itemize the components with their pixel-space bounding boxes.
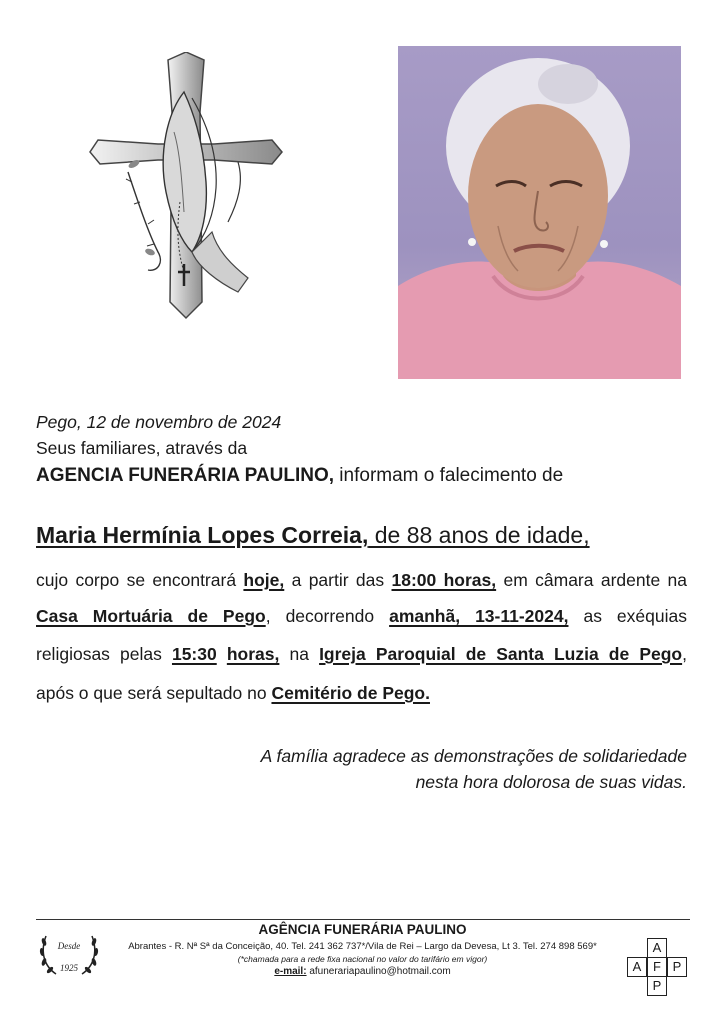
text: decorrendo: [285, 606, 375, 626]
date-emphasis: amanhã, 13-11-2024,: [389, 606, 569, 626]
email-address[interactable]: afunerariapaulino@hotmail.com: [306, 966, 451, 977]
deceased-portrait: [398, 46, 681, 379]
paragraph-line-3: [36, 644, 687, 665]
text: as exéquias: [583, 606, 687, 626]
family-line: Seus familiares, através da: [36, 438, 248, 458]
deceased-line: [36, 522, 590, 549]
text: ,: [682, 644, 687, 664]
agency-name: AGENCIA FUNERÁRIA PAULINO,: [36, 465, 335, 486]
today-emphasis: hoje,: [243, 570, 285, 590]
logo-letter: F: [647, 957, 667, 977]
text: em câmara ardente na: [503, 570, 687, 590]
email-label: e-mail:: [274, 966, 307, 977]
text: cujo corpo se encontrará: [36, 570, 237, 590]
paragraph-line-4: [36, 683, 687, 704]
logo-letter: P: [647, 976, 667, 996]
paragraph-line-2: [36, 606, 687, 627]
agency-rest: informam o falecimento de: [334, 465, 564, 486]
church-emphasis: Igreja Paroquial de Santa Luzia de Pego: [319, 644, 683, 664]
cross-praying-hands-icon: [88, 52, 284, 320]
text: ,: [265, 606, 271, 626]
portrait-image: [398, 46, 681, 379]
deceased-name: Maria Hermínia Lopes Correia,: [36, 522, 369, 548]
logo-letter: A: [627, 957, 647, 977]
footer-email-line: [0, 966, 725, 977]
time-emphasis: 18:00 horas,: [391, 570, 497, 590]
venue-emphasis: Casa Mortuária de Pego: [36, 606, 266, 626]
text: após o que será sepultado no: [36, 683, 267, 703]
seal-year-text: 1925: [60, 963, 78, 973]
footer-divider: [36, 919, 690, 920]
ceremony-time-emphasis: 15:30: [171, 644, 217, 664]
agency-line: [36, 465, 563, 487]
thanks-line-2: nesta hora dolorosa de suas vidas.: [415, 772, 687, 792]
afp-cross-logo-icon: [626, 938, 688, 996]
footer-note: (*chamada para a rede fixa nacional no valor do tarifário em vigor): [237, 954, 488, 964]
text: a partir das: [291, 570, 385, 590]
logo-letter: P: [667, 957, 687, 977]
cemetery-emphasis: Cemitério de Pego.: [271, 683, 430, 703]
notice-date: Pego, 12 de novembro de 2024: [36, 412, 282, 432]
footer-title: AGÊNCIA FUNERÁRIA PAULINO: [258, 922, 467, 937]
text: religiosas pelas: [36, 644, 162, 664]
logo-letter: A: [647, 938, 667, 958]
thanks-line-1: A família agradece as demonstrações de solidariedade: [260, 746, 687, 766]
footer-address: Abrantes - R. Nª Sª da Conceição, 40. Tel. 241 362 737*/Vila de Rei – Largo da Devesa, Lt 3. Tel. 274 898 569*: [128, 941, 597, 952]
text: na: [289, 644, 309, 664]
age-text: de 88 anos de idade,: [368, 522, 590, 548]
seal-top-text: Desde: [57, 941, 81, 951]
hours-emphasis: horas,: [226, 644, 280, 664]
paragraph-line-1: [36, 570, 687, 591]
